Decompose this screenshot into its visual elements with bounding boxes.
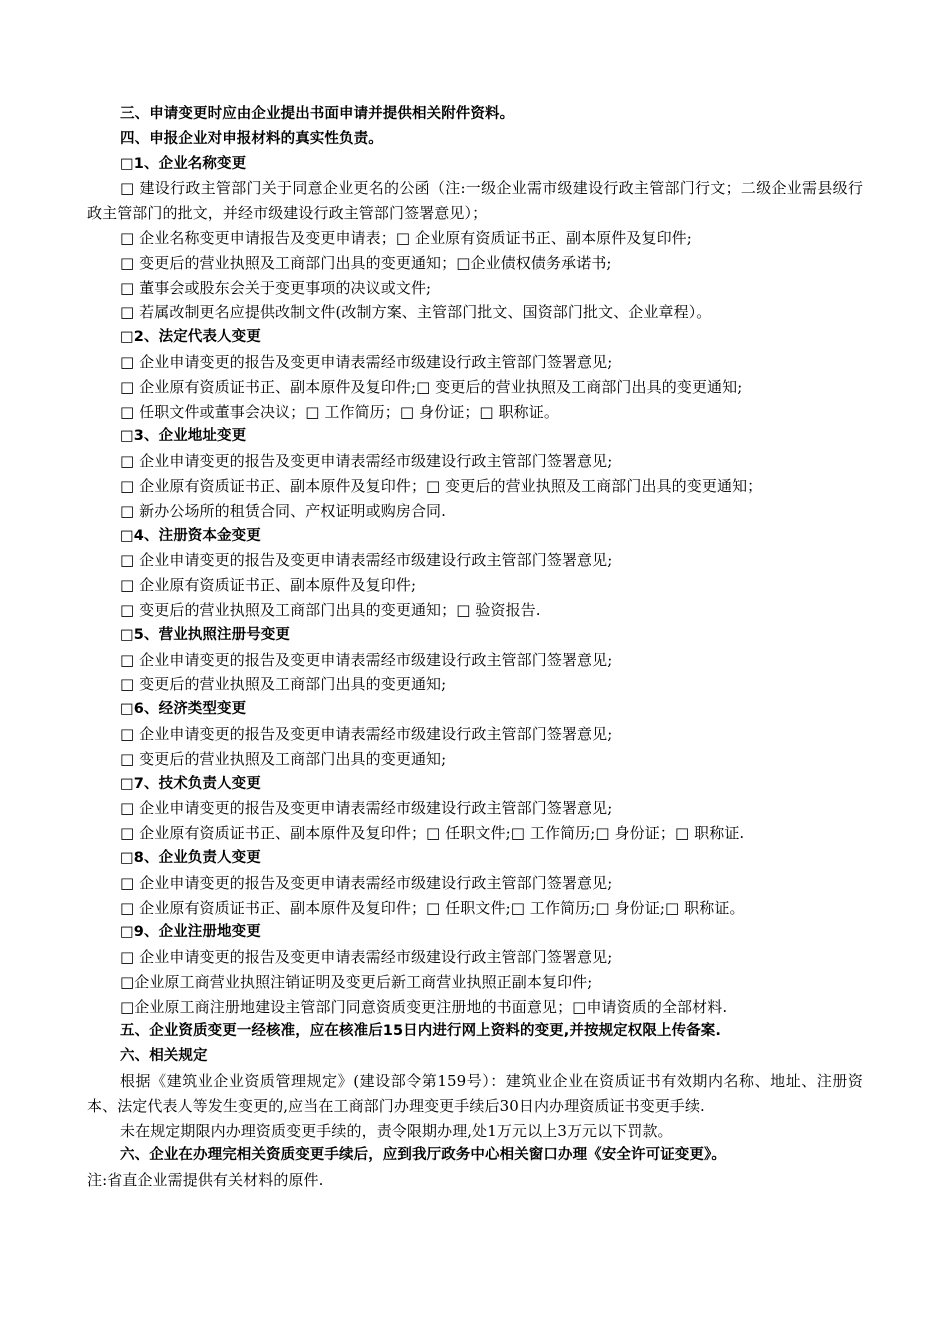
section-heading: 六、相关规定 xyxy=(120,1048,208,1065)
checklist-item: 未在规定期限内办理资质变更手续的，责令限期办理,处1万元以上3万元以下罚款。 xyxy=(120,1121,673,1140)
checklist-item: □ 企业申请变更的报告及变更申请表需经市级建设行政主管部门签署意见; xyxy=(120,873,613,892)
section-heading: 六、企业在办理完相关资质变更手续后，应到我厅政务中心相关窗口办理《安全许可证变更》。 xyxy=(120,1147,726,1164)
checklist-item: □ 企业申请变更的报告及变更申请表需经市级建设行政主管部门签署意见; xyxy=(120,452,613,471)
checklist-item: □ 企业申请变更的报告及变更申请表需经市级建设行政主管部门签署意见; xyxy=(120,948,613,967)
checklist-item: □ 企业申请变更的报告及变更申请表需经市级建设行政主管部门签署意见; xyxy=(120,724,613,743)
checklist-item: □ 企业申请变更的报告及变更申请表需经市级建设行政主管部门签署意见; xyxy=(120,650,613,669)
section-heading: □3、企业地址变更 xyxy=(120,428,247,445)
section-heading: □8、企业负责人变更 xyxy=(120,849,261,866)
checklist-item: □ 若属改制更名应提供改制文件(改制方案、主管部门批文、国资部门批文、企业章程）。 xyxy=(120,303,712,322)
checklist-item: □ 企业原有资质证书正、副本原件及复印件；□ 变更后的营业执照及工商部门出具的变更通知； xyxy=(120,476,763,495)
checklist-item: □ 新办公场所的租赁合同、产权证明或购房合同. xyxy=(120,501,447,520)
checklist-item: □企业原工商营业执照注销证明及变更后新工商营业执照正副本复印件; xyxy=(120,972,593,991)
section-heading: □5、营业执照注册号变更 xyxy=(120,626,290,643)
checklist-item: □ 任职文件或董事会决议；□ 工作简历；□ 身份证；□ 职称证。 xyxy=(120,402,559,421)
checklist-item: □ 企业申请变更的报告及变更申请表需经市级建设行政主管部门签署意见; xyxy=(120,551,613,570)
paragraph: □ 建设行政主管部门关于同意企业更名的公函（注:一级企业需市级建设行政主管部门行文；二级企业需县级行政主管部门的批文，并经市级建设行政主管部门签署意见）； xyxy=(87,179,863,223)
checklist-item: □ 企业原有资质证书正、副本原件及复印件;□ 变更后的营业执照及工商部门出具的变更通知; xyxy=(120,377,743,396)
checklist-item: □ 企业申请变更的报告及变更申请表需经市级建设行政主管部门签署意见; xyxy=(120,799,613,818)
note-line: 注:省直企业需提供有关材料的原件. xyxy=(87,1171,324,1190)
checklist-item: □ 企业申请变更的报告及变更申请表需经市级建设行政主管部门签署意见; xyxy=(120,352,613,371)
section-heading: 五、企业资质变更一经核准，应在核准后15日内进行网上资料的变更,并按规定权限上传备案. xyxy=(120,1023,721,1040)
checklist-item: □ 变更后的营业执照及工商部门出具的变更通知; xyxy=(120,749,447,768)
paragraph: 根据《建筑业企业资质管理规定》(建设部令第159号）：建筑业企业在资质证书有效期内名称、地址、注册资本、法定代表人等发生变更的,应当在工商部门办理变更手续后30日内办理资质证书变更手续. xyxy=(87,1072,863,1115)
checklist-item: □ 企业原有资质证书正、副本原件及复印件；□ 任职文件;□ 工作简历;□ 身份证;□ 职称证。 xyxy=(120,898,745,917)
checklist-item: □ 变更后的营业执照及工商部门出具的变更通知; xyxy=(120,675,447,694)
checklist-item: □ 变更后的营业执照及工商部门出具的变更通知；□ 验资报告. xyxy=(120,600,541,619)
checklist-item: □ 董事会或股东会关于变更事项的决议或文件; xyxy=(120,278,432,297)
checklist-item: □ 变更后的营业执照及工商部门出具的变更通知；□企业债权债务承诺书; xyxy=(120,253,612,272)
section-heading: 四、申报企业对申报材料的真实性负责。 xyxy=(120,130,383,147)
section-heading: □4、注册资本金变更 xyxy=(120,527,261,544)
section-heading: □2、法定代表人变更 xyxy=(120,329,261,346)
checklist-item: □企业原工商注册地建设主管部门同意资质变更注册地的书面意见；□申请资质的全部材料. xyxy=(120,997,728,1016)
section-heading: □1、企业名称变更 xyxy=(120,155,247,172)
checklist-item: □ 企业原有资质证书正、副本原件及复印件；□ 任职文件;□ 工作简历;□ 身份证；□ 职称证. xyxy=(120,824,745,843)
section-heading: □7、技术负责人变更 xyxy=(120,775,261,792)
section-heading: 三、申请变更时应由企业提出书面申请并提供相关附件资料。 xyxy=(120,106,515,122)
section-heading: □6、经济类型变更 xyxy=(120,701,247,718)
checklist-item: □ 企业原有资质证书正、副本原件及复印件; xyxy=(120,576,417,595)
section-heading: □9、企业注册地变更 xyxy=(120,924,261,941)
document-body xyxy=(87,102,863,1193)
checklist-item: □ 企业名称变更申请报告及变更申请表；□ 企业原有资质证书正、副本原件及复印件; xyxy=(120,228,692,247)
